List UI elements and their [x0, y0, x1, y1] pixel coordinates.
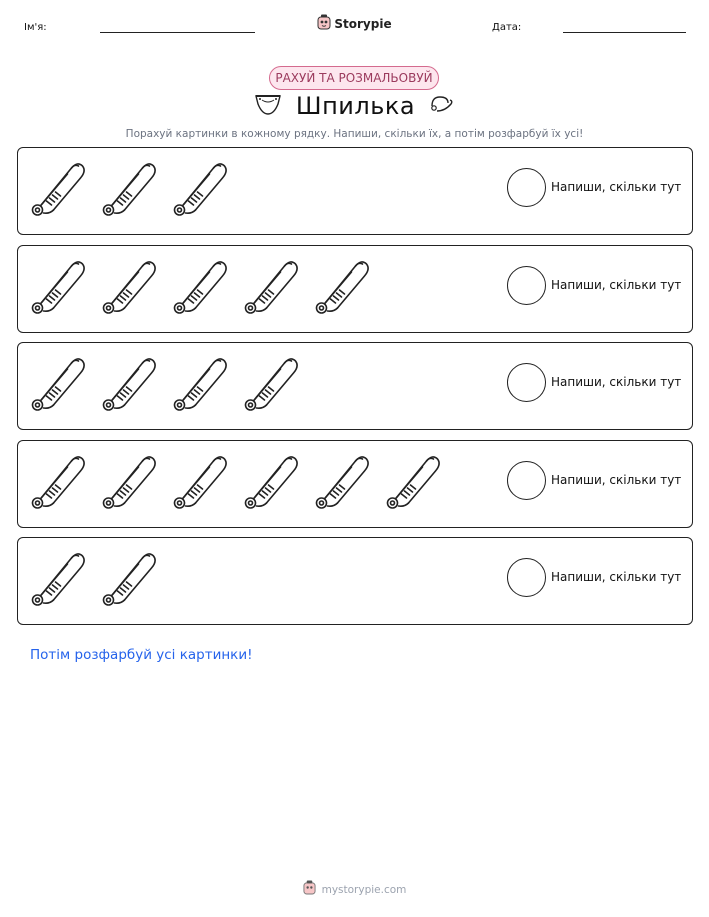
safety-pin-icon — [310, 451, 373, 511]
safety-pin-icon — [168, 158, 231, 218]
answer-label: Напиши, скільки тут — [551, 473, 682, 487]
picture-group — [26, 158, 231, 218]
safety-pin-icon — [97, 158, 160, 218]
safety-pin-icon — [429, 94, 455, 118]
picture-group — [26, 451, 444, 511]
safety-pin-icon — [97, 256, 160, 316]
picture-group — [26, 256, 373, 316]
site-footer — [0, 880, 709, 899]
answer-circle[interactable] — [507, 168, 546, 207]
safety-pin-icon — [381, 451, 444, 511]
answer-circle[interactable] — [507, 558, 546, 597]
activity-badge: РАХУЙ ТА РОЗМАЛЬОВУЙ — [269, 66, 439, 90]
answer-label: Напиши, скільки тут — [551, 180, 682, 194]
safety-pin-icon — [97, 451, 160, 511]
answer-circle[interactable] — [507, 363, 546, 402]
safety-pin-icon — [239, 451, 302, 511]
date-line — [563, 32, 686, 33]
footer-note: Потім розфарбуй усі картинки! — [30, 647, 253, 663]
name-label: Ім'я: — [24, 22, 47, 33]
safety-pin-icon — [26, 451, 89, 511]
instructions: Порахуй картинки в кожному рядку. Напиши, скільки їх, а потім розфарбуй їх усі! — [125, 128, 584, 140]
counting-row — [17, 537, 693, 625]
counting-row — [17, 147, 693, 235]
safety-pin-icon — [97, 548, 160, 608]
answer-circle[interactable] — [507, 266, 546, 305]
counting-row — [17, 440, 693, 528]
answer-label: Напиши, скільки тут — [551, 278, 682, 292]
site-url: mystorypie.com — [321, 883, 407, 896]
answer-circle[interactable] — [507, 461, 546, 500]
diaper-icon — [254, 92, 282, 120]
safety-pin-icon — [26, 548, 89, 608]
safety-pin-icon — [239, 353, 302, 413]
counting-row — [17, 245, 693, 333]
safety-pin-icon — [168, 353, 231, 413]
safety-pin-icon — [168, 451, 231, 511]
brand-name: Storypie — [334, 17, 392, 31]
date-label: Дата: — [492, 22, 522, 33]
safety-pin-icon — [26, 158, 89, 218]
safety-pin-icon — [26, 353, 89, 413]
storypie-logo-icon — [303, 880, 316, 899]
safety-pin-icon — [310, 256, 373, 316]
title-row — [0, 92, 709, 120]
safety-pin-icon — [97, 353, 160, 413]
safety-pin-icon — [168, 256, 231, 316]
answer-label: Напиши, скільки тут — [551, 570, 682, 584]
picture-group — [26, 353, 302, 413]
safety-pin-icon — [239, 256, 302, 316]
answer-label: Напиши, скільки тут — [551, 375, 682, 389]
picture-group — [26, 548, 160, 608]
safety-pin-icon — [26, 256, 89, 316]
page-title: Шпилька — [295, 92, 416, 120]
storypie-logo-icon — [317, 14, 331, 34]
brand — [0, 14, 709, 34]
counting-row — [17, 342, 693, 430]
